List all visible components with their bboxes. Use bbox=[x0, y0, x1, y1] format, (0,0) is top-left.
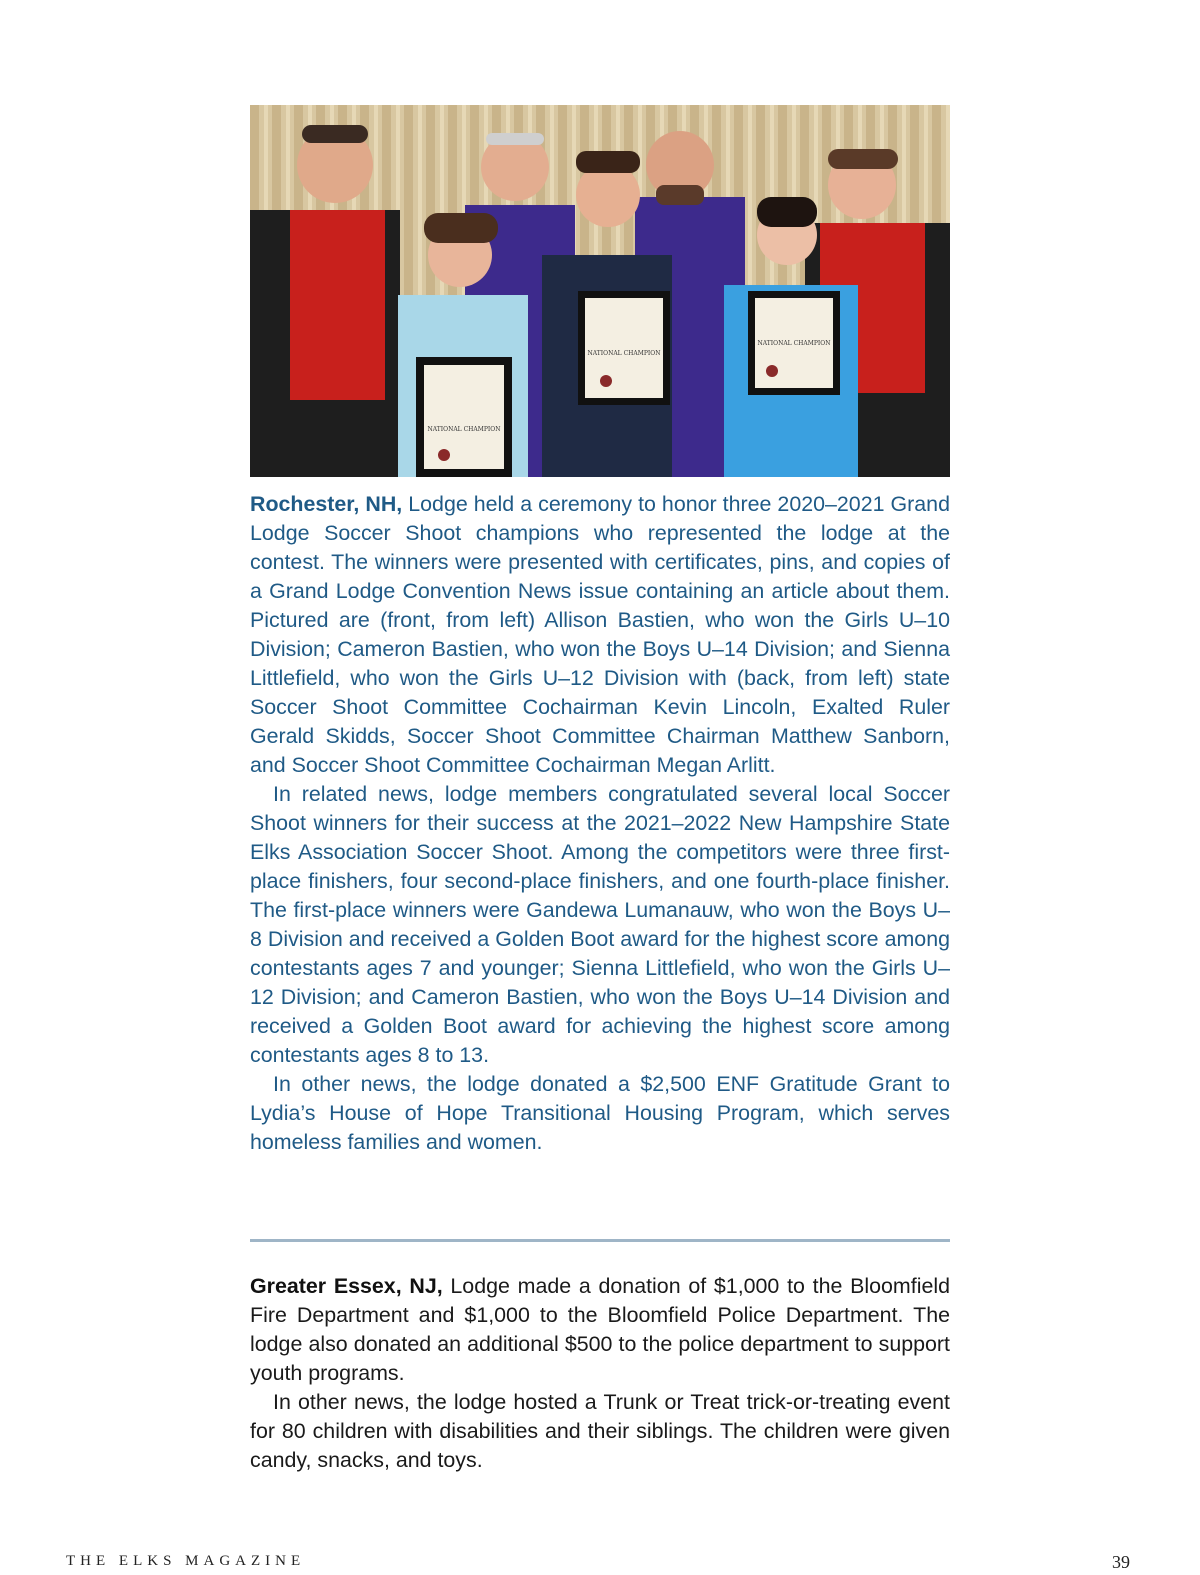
article-rochester-p2: In related news, lodge members congratulated several local Soccer Shoot winners for their success at the 2021–2022 New Hampshire State Elks Association Soccer Shoot. Among the competitors were three first-place finishers, four second-place finishers, and one fourth-place finisher. The first-place winners were Gandewa Lumanauw, who won the Boys U–8 Division and received a Golden Boot award for the highest score among contestants ages 7 and younger; Sienna Littlefield, who won the Girls U–12 Division; and Cameron Bastien, who won the Boys U–14 Division and received a Golden Boot award for achieving the highest score among contestants ages 8 to 13. bbox=[250, 782, 950, 1067]
certificate-title: NATIONAL CHAMPION bbox=[757, 340, 831, 347]
group-photo-illustration bbox=[250, 105, 950, 477]
article-rochester-p1 bbox=[250, 490, 950, 780]
article-rochester-p3: In other news, the lodge donated a $2,500 ENF Gratitude Grant to Lydia’s House of Hope Transitional Housing Program, which serves homeless families and women. bbox=[250, 1072, 950, 1154]
certificate-title: NATIONAL CHAMPION bbox=[587, 350, 661, 357]
article-rochester bbox=[250, 490, 950, 1157]
certificate-center bbox=[578, 291, 670, 405]
article-rochester-p1-text: Lodge held a ceremony to honor three 2020–2021 Grand Lodge Soccer Shoot champions who represented the lodge at the contest. The winners were presented with certificates, pins, and copies of a Grand Lodge Convention News issue containing an article about them. Pictured are (front, from left) Allison Bastien, who won the Girls U–10 Division; Cameron Bastien, who won the Boys U–14 Division; and Sienna Littlefield, who won the Girls U–12 Division with (back, from left) state Soccer Shoot Committee Cochairman Kevin Lincoln, Exalted Ruler Gerald Skidds, Soccer Shoot Committee Chairman Matthew Sanborn, and Soccer Shoot Committee Cochairman Megan Arlitt. bbox=[250, 492, 950, 777]
certificate-title: NATIONAL CHAMPION bbox=[427, 426, 501, 433]
article-rochester-lead: Rochester, NH, bbox=[250, 492, 403, 516]
group-photo bbox=[250, 105, 950, 477]
section-divider bbox=[250, 1239, 950, 1242]
article-greater-essex bbox=[250, 1272, 950, 1475]
certificate-right bbox=[748, 291, 840, 395]
article-greater-essex-lead: Greater Essex, NJ, bbox=[250, 1274, 443, 1298]
footer-page-number: 39 bbox=[1112, 1552, 1130, 1572]
article-greater-essex-p1-text: Lodge made a donation of $1,000 to the Bloomfield Fire Department and $1,000 to the Bloomfield Police Department. The lodge also donated an additional $500 to the police department to support youth programs. bbox=[250, 1274, 950, 1385]
article-greater-essex-p1 bbox=[250, 1272, 950, 1388]
footer-magazine-title: THE ELKS MAGAZINE bbox=[66, 1553, 306, 1569]
certificate-left bbox=[416, 357, 512, 477]
article-greater-essex-p2: In other news, the lodge hosted a Trunk or Treat trick-or-treating event for 80 children with disabilities and their siblings. The children were given candy, snacks, and toys. bbox=[250, 1390, 950, 1472]
